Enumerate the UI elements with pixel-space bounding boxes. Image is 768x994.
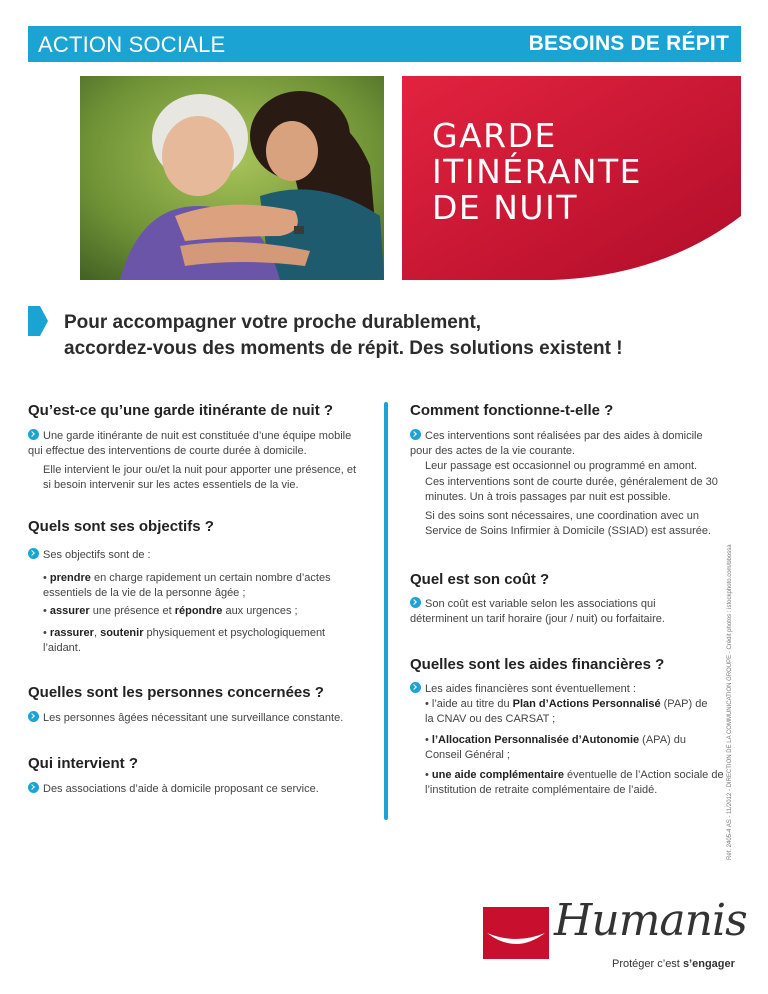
- section-text-who: Des associations d’aide à domicile proposant ce service.: [28, 782, 358, 797]
- section-title-aid: Quelles sont les aides financières ?: [410, 656, 665, 673]
- chevron-right-icon: [28, 429, 39, 440]
- page-subtitle: Pour accompagner votre proche durablement, accordez-vous des moments de répit. Des solutions existent !: [64, 312, 623, 359]
- logo-name: Humanis: [554, 895, 747, 946]
- section-text-how-3: Si des soins sont nécessaires, une coordination avec un Service de Soins Infirmier à Domicile (SSIAD) est assurée.: [425, 510, 712, 537]
- section-text-how-2: Ces interventions sont de courte durée, généralement de 30 minutes. Un à trois passages par nuit est possible.: [425, 476, 718, 503]
- arrow-icon: [28, 306, 48, 336]
- section-text-what-is-2: Elle intervient le jour ou/et la nuit pour apporter une présence, et si besoin intervenir sur les actes essentiels de la vie.: [43, 464, 357, 491]
- section-title-how: Comment fonctionne-t-elle ?: [410, 402, 614, 419]
- hero-title: GARDE ITINÉRANTE DE NUIT: [432, 116, 643, 227]
- header-right-label: BESOINS DE RÉPIT: [528, 32, 729, 55]
- hero-photo: [80, 76, 384, 280]
- section-text-cost: Son coût est variable selon les associations qui déterminent un tarif horaire (jour / nuit) ou forfaitaire.: [410, 598, 665, 625]
- aid-item: • l’Allocation Personnalisée d’Autonomie (APA) du Conseil Général ;: [425, 734, 686, 761]
- section-title-who: Qui intervient ?: [28, 755, 139, 772]
- chevron-right-icon: [410, 597, 421, 608]
- section-text-concerned: Les personnes âgées nécessitant une surveillance constante.: [28, 711, 358, 726]
- chevron-right-icon: [410, 429, 421, 440]
- column-divider: [384, 402, 388, 820]
- aid-item: • une aide complémentaire éventuelle de l’Action sociale de l’institution de retraite complémentaire de l’aidé.: [425, 769, 724, 796]
- chevron-right-icon: [410, 682, 421, 693]
- side-reference: Réf. 2405-4 AS - 11/2012 - DIRECTION DE LA COMMUNICATION GROUPE - Crédit photos : istockphoto.com/bbossa: [727, 544, 733, 860]
- objective-item: • assurer une présence et répondre aux urgences ;: [43, 605, 298, 617]
- section-text-how: Ces interventions sont réalisées par des aides à domicile pour des actes de la vie courante. Leur passage est occasionnel ou programmé en amont.: [410, 430, 703, 472]
- objective-item: • prendre en charge rapidement un certain nombre d’actes essentiels de la vie de la personne âgée ;: [43, 572, 331, 599]
- chevron-right-icon: [28, 711, 39, 722]
- objective-item: • rassurer, soutenir physiquement et psychologiquement l’aidant.: [43, 627, 326, 654]
- aid-item: • l’aide au titre du Plan d’Actions Personnalisé (PAP) de la CNAV ou des CARSAT ;: [425, 698, 708, 725]
- section-title-concerned: Quelles sont les personnes concernées ?: [28, 684, 324, 701]
- header-left-label: ACTION SOCIALE: [38, 32, 226, 57]
- section-text-what-is: Une garde itinérante de nuit est constituée d’une équipe mobile qui effectue des interventions de courte durée à domicile.: [28, 430, 352, 457]
- section-title-cost: Quel est son coût ?: [410, 571, 550, 588]
- section-title-objectives: Quels sont ses objectifs ?: [28, 518, 214, 535]
- chevron-right-icon: [28, 782, 39, 793]
- humanis-logo-mark: [483, 907, 549, 959]
- logo-tagline: Protéger c’est s’engager: [612, 958, 735, 970]
- section-title-what-is: Qu’est-ce qu’une garde itinérante de nuit ?: [28, 402, 334, 419]
- chevron-right-icon: [28, 548, 39, 559]
- aid-intro: Les aides financières sont éventuellement :: [410, 682, 715, 697]
- objectives-intro: Ses objectifs sont de :: [28, 548, 358, 563]
- header-bar: [28, 26, 741, 62]
